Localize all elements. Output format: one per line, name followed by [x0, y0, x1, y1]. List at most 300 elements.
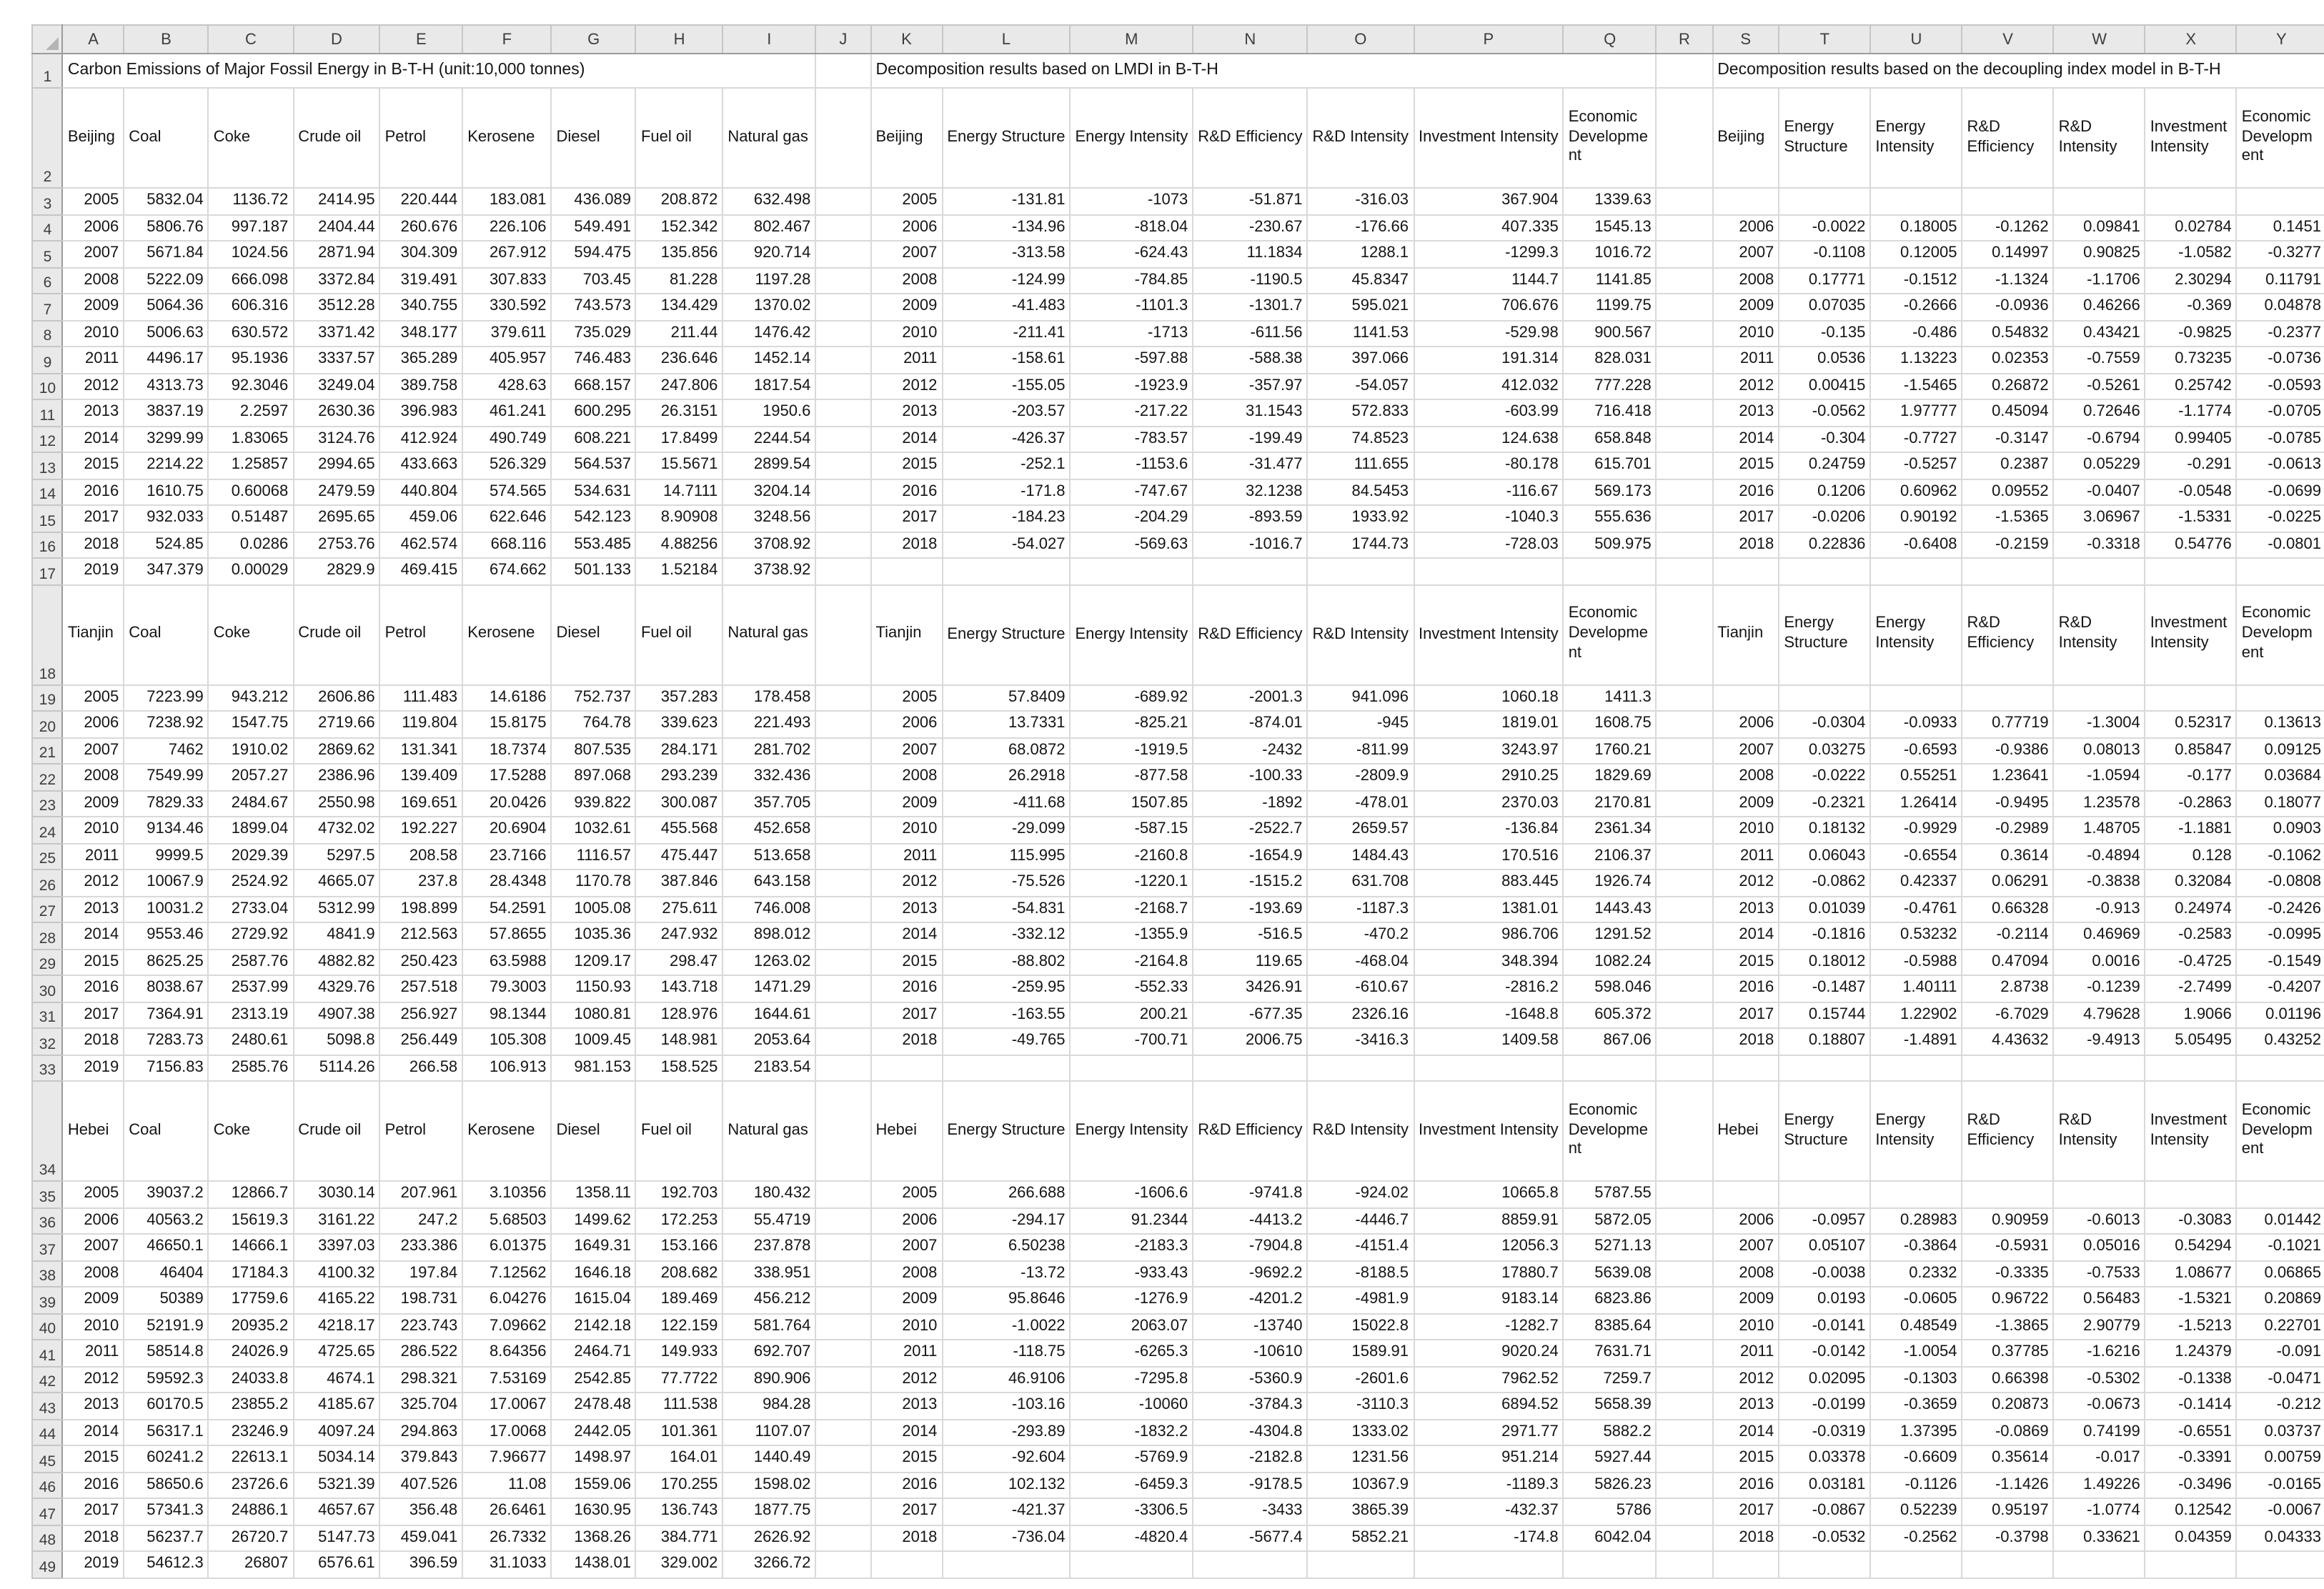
cell-B23[interactable]: 7829.33 [124, 790, 208, 817]
cell-M37[interactable]: -2183.3 [1070, 1234, 1193, 1260]
cell-Q9[interactable]: 828.031 [1564, 347, 1657, 373]
cell-T21[interactable]: 0.03275 [1779, 737, 1870, 764]
col-header-Q[interactable]: Q [1564, 25, 1657, 54]
cell-U3[interactable] [1870, 188, 1962, 214]
cell-R19[interactable] [1657, 684, 1712, 711]
cell-F21[interactable]: 18.7374 [462, 737, 551, 764]
cell-T39[interactable]: 0.0193 [1779, 1287, 1870, 1313]
cell-D4[interactable]: 2404.44 [293, 214, 379, 241]
cell-T16[interactable]: 0.22836 [1779, 532, 1870, 558]
cell-F24[interactable]: 20.6904 [462, 817, 551, 843]
row-header-25[interactable]: 25 [32, 843, 63, 870]
cell-M7[interactable]: -1101.3 [1070, 294, 1193, 320]
cell-X44[interactable]: -0.6551 [2145, 1419, 2237, 1445]
cell-Q23[interactable]: 2170.81 [1564, 790, 1657, 817]
cell-H26[interactable]: 387.846 [636, 870, 722, 896]
cell-G43[interactable]: 2478.48 [551, 1393, 635, 1419]
cell-Y35[interactable] [2237, 1181, 2324, 1207]
cell-S38[interactable]: 2008 [1712, 1260, 1779, 1287]
cell-H12[interactable]: 17.8499 [636, 426, 722, 452]
cell-Q19[interactable]: 1411.3 [1564, 684, 1657, 711]
cell-W40[interactable]: 2.90779 [2054, 1313, 2145, 1340]
cell-E12[interactable]: 412.924 [380, 426, 463, 452]
cell-C13[interactable]: 1.25857 [209, 452, 293, 479]
cell-O42[interactable]: -2601.6 [1308, 1366, 1414, 1393]
cell-Q5[interactable]: 1016.72 [1564, 241, 1657, 267]
cell-K41[interactable]: 2011 [870, 1340, 942, 1366]
cell-P45[interactable]: 951.214 [1414, 1445, 1564, 1472]
cell-K22[interactable]: 2008 [870, 764, 942, 790]
cell-O23[interactable]: -478.01 [1308, 790, 1414, 817]
cell-O45[interactable]: 1231.56 [1308, 1445, 1414, 1472]
cell-D9[interactable]: 3337.57 [293, 347, 379, 373]
cell-Q16[interactable]: 509.975 [1564, 532, 1657, 558]
row-header-28[interactable]: 28 [32, 922, 63, 949]
cell-A25[interactable]: 2011 [63, 843, 124, 870]
cell-G37[interactable]: 1649.31 [551, 1234, 635, 1260]
cell-A2[interactable]: Beijing [63, 88, 124, 188]
cell-K5[interactable]: 2007 [870, 241, 942, 267]
cell-I46[interactable]: 1598.02 [722, 1472, 815, 1498]
cell-V16[interactable]: -0.2159 [1962, 532, 2054, 558]
cell-I6[interactable]: 1197.28 [722, 267, 815, 294]
cell-C40[interactable]: 20935.2 [209, 1313, 293, 1340]
cell-O18[interactable]: R&D Intensity [1308, 584, 1414, 684]
cell-A38[interactable]: 2008 [63, 1260, 124, 1287]
cell-T44[interactable]: -0.0319 [1779, 1419, 1870, 1445]
cell-A40[interactable]: 2010 [63, 1313, 124, 1340]
cell-H37[interactable]: 153.166 [636, 1234, 722, 1260]
cell-G19[interactable]: 752.737 [551, 684, 635, 711]
cell-N41[interactable]: -10610 [1193, 1340, 1307, 1366]
cell-X34[interactable]: Investment Intensity [2145, 1081, 2237, 1181]
cell-Q6[interactable]: 1141.85 [1564, 267, 1657, 294]
cell-E49[interactable]: 396.59 [380, 1551, 463, 1578]
cell-B45[interactable]: 60241.2 [124, 1445, 208, 1472]
cell-G4[interactable]: 549.491 [551, 214, 635, 241]
cell-G2[interactable]: Diesel [551, 88, 635, 188]
cell-C3[interactable]: 1136.72 [209, 188, 293, 214]
row-header-20[interactable]: 20 [32, 711, 63, 737]
cell-S43[interactable]: 2013 [1712, 1393, 1779, 1419]
cell-A23[interactable]: 2009 [63, 790, 124, 817]
cell-W47[interactable]: -1.0774 [2054, 1498, 2145, 1525]
cell-P49[interactable] [1414, 1551, 1564, 1578]
cell-Y39[interactable]: 0.20869 [2237, 1287, 2324, 1313]
cell-P16[interactable]: -728.03 [1414, 532, 1564, 558]
cell-T24[interactable]: 0.18132 [1779, 817, 1870, 843]
cell-G49[interactable]: 1438.01 [551, 1551, 635, 1578]
cell-M40[interactable]: 2063.07 [1070, 1313, 1193, 1340]
cell-U22[interactable]: 0.55251 [1870, 764, 1962, 790]
cell-W33[interactable] [2054, 1055, 2145, 1081]
cell-B28[interactable]: 9553.46 [124, 922, 208, 949]
cell-W34[interactable]: R&D Intensity [2054, 1081, 2145, 1181]
row-header-4[interactable]: 4 [32, 214, 63, 241]
cell-O29[interactable]: -468.04 [1308, 949, 1414, 975]
cell-H21[interactable]: 284.171 [636, 737, 722, 764]
cell-G31[interactable]: 1080.81 [551, 1002, 635, 1028]
cell-J35[interactable] [815, 1181, 870, 1207]
cell-X43[interactable]: -0.1414 [2145, 1393, 2237, 1419]
cell-I25[interactable]: 513.658 [722, 843, 815, 870]
cell-P33[interactable] [1414, 1055, 1564, 1081]
cell-R34[interactable] [1657, 1081, 1712, 1181]
cell-A16[interactable]: 2018 [63, 532, 124, 558]
cell-U17[interactable] [1870, 558, 1962, 584]
cell-G25[interactable]: 1116.57 [551, 843, 635, 870]
cell-Y49[interactable] [2237, 1551, 2324, 1578]
cell-C4[interactable]: 997.187 [209, 214, 293, 241]
row-header-37[interactable]: 37 [32, 1234, 63, 1260]
cell-T32[interactable]: 0.18807 [1779, 1028, 1870, 1055]
cell-D28[interactable]: 4841.9 [293, 922, 379, 949]
cell-S42[interactable]: 2012 [1712, 1366, 1779, 1393]
cell-K17[interactable] [870, 558, 942, 584]
cell-S33[interactable] [1712, 1055, 1779, 1081]
cell-V9[interactable]: 0.02353 [1962, 347, 2054, 373]
cell-Y21[interactable]: 0.09125 [2237, 737, 2324, 764]
cell-H3[interactable]: 208.872 [636, 188, 722, 214]
cell-S40[interactable]: 2010 [1712, 1313, 1779, 1340]
cell-W44[interactable]: 0.74199 [2054, 1419, 2145, 1445]
cell-Q25[interactable]: 2106.37 [1564, 843, 1657, 870]
cell-G17[interactable]: 501.133 [551, 558, 635, 584]
cell-Y38[interactable]: 0.06865 [2237, 1260, 2324, 1287]
cell-J40[interactable] [815, 1313, 870, 1340]
cell-V33[interactable] [1962, 1055, 2054, 1081]
cell-F2[interactable]: Kerosene [462, 88, 551, 188]
cell-E17[interactable]: 469.415 [380, 558, 463, 584]
cell-I35[interactable]: 180.432 [722, 1181, 815, 1207]
cell-A17[interactable]: 2019 [63, 558, 124, 584]
cell-N8[interactable]: -611.56 [1193, 320, 1307, 347]
cell-Q35[interactable]: 5787.55 [1564, 1181, 1657, 1207]
cell-O3[interactable]: -316.03 [1308, 188, 1414, 214]
cell-J32[interactable] [815, 1028, 870, 1055]
cell-V36[interactable]: 0.90959 [1962, 1207, 2054, 1234]
cell-Q3[interactable]: 1339.63 [1564, 188, 1657, 214]
cell-Q26[interactable]: 1926.74 [1564, 870, 1657, 896]
cell-T7[interactable]: 0.07035 [1779, 294, 1870, 320]
cell-F33[interactable]: 106.913 [462, 1055, 551, 1081]
cell-T26[interactable]: -0.0862 [1779, 870, 1870, 896]
row-header-29[interactable]: 29 [32, 949, 63, 975]
cell-T33[interactable] [1779, 1055, 1870, 1081]
cell-K20[interactable]: 2006 [870, 711, 942, 737]
section-title-decoupling[interactable]: Decomposition results based on the decoupling index model in B-T-H [1712, 54, 2324, 88]
cell-M4[interactable]: -818.04 [1070, 214, 1193, 241]
cell-O13[interactable]: 111.655 [1308, 452, 1414, 479]
cell-T23[interactable]: -0.2321 [1779, 790, 1870, 817]
row-header-44[interactable]: 44 [32, 1419, 63, 1445]
cell-U28[interactable]: 0.53232 [1870, 922, 1962, 949]
cell-K25[interactable]: 2011 [870, 843, 942, 870]
cell-H4[interactable]: 152.342 [636, 214, 722, 241]
cell-A6[interactable]: 2008 [63, 267, 124, 294]
cell-G16[interactable]: 553.485 [551, 532, 635, 558]
cell-B35[interactable]: 39037.2 [124, 1181, 208, 1207]
col-header-G[interactable]: G [551, 25, 635, 54]
cell-H15[interactable]: 8.90908 [636, 505, 722, 532]
cell-A45[interactable]: 2015 [63, 1445, 124, 1472]
cell-E44[interactable]: 294.863 [380, 1419, 463, 1445]
cell-V4[interactable]: -0.1262 [1962, 214, 2054, 241]
row-header-16[interactable]: 16 [32, 532, 63, 558]
cell-W25[interactable]: -0.4894 [2054, 843, 2145, 870]
cell-H24[interactable]: 455.568 [636, 817, 722, 843]
cell-U41[interactable]: -1.0054 [1870, 1340, 1962, 1366]
cell-N36[interactable]: -4413.2 [1193, 1207, 1307, 1234]
cell-D24[interactable]: 4732.02 [293, 817, 379, 843]
cell-Y45[interactable]: 0.00759 [2237, 1445, 2324, 1472]
cell-Y17[interactable] [2237, 558, 2324, 584]
cell-W28[interactable]: 0.46969 [2054, 922, 2145, 949]
cell-S16[interactable]: 2018 [1712, 532, 1779, 558]
cell-T8[interactable]: -0.135 [1779, 320, 1870, 347]
cell-S37[interactable]: 2007 [1712, 1234, 1779, 1260]
cell-C49[interactable]: 26807 [209, 1551, 293, 1578]
row-header-10[interactable]: 10 [32, 373, 63, 399]
cell-D6[interactable]: 3372.84 [293, 267, 379, 294]
cell-V31[interactable]: -6.7029 [1962, 1002, 2054, 1028]
cell-A26[interactable]: 2012 [63, 870, 124, 896]
cell-W23[interactable]: 1.23578 [2054, 790, 2145, 817]
cell-P9[interactable]: 191.314 [1414, 347, 1564, 373]
cell-K39[interactable]: 2009 [870, 1287, 942, 1313]
cell-T31[interactable]: 0.15744 [1779, 1002, 1870, 1028]
cell-E43[interactable]: 325.704 [380, 1393, 463, 1419]
cell-V26[interactable]: 0.06291 [1962, 870, 2054, 896]
cell-C8[interactable]: 630.572 [209, 320, 293, 347]
cell-U29[interactable]: -0.5988 [1870, 949, 1962, 975]
cell-S21[interactable]: 2007 [1712, 737, 1779, 764]
cell-Y7[interactable]: 0.04878 [2237, 294, 2324, 320]
cell-X45[interactable]: -0.3391 [2145, 1445, 2237, 1472]
cell-X10[interactable]: 0.25742 [2145, 373, 2237, 399]
cell-J33[interactable] [815, 1055, 870, 1081]
cell-E48[interactable]: 459.041 [380, 1525, 463, 1551]
cell-Y20[interactable]: 0.13613 [2237, 711, 2324, 737]
cell-G41[interactable]: 2464.71 [551, 1340, 635, 1366]
cell-K24[interactable]: 2010 [870, 817, 942, 843]
cell-F17[interactable]: 674.662 [462, 558, 551, 584]
cell-I16[interactable]: 3708.92 [722, 532, 815, 558]
cell-M30[interactable]: -552.33 [1070, 975, 1193, 1002]
cell-H13[interactable]: 15.5671 [636, 452, 722, 479]
cell-W32[interactable]: -9.4913 [2054, 1028, 2145, 1055]
cell-C23[interactable]: 2484.67 [209, 790, 293, 817]
cell-I29[interactable]: 1263.02 [722, 949, 815, 975]
cell-U9[interactable]: 1.13223 [1870, 347, 1962, 373]
cell-C34[interactable]: Coke [209, 1081, 293, 1181]
cell-F7[interactable]: 330.592 [462, 294, 551, 320]
cell-Y9[interactable]: -0.0736 [2237, 347, 2324, 373]
cell-E21[interactable]: 131.341 [380, 737, 463, 764]
cell-Y44[interactable]: 0.03737 [2237, 1419, 2324, 1445]
cell-C22[interactable]: 2057.27 [209, 764, 293, 790]
cell-Y5[interactable]: -0.3277 [2237, 241, 2324, 267]
cell-U25[interactable]: -0.6554 [1870, 843, 1962, 870]
cell-V32[interactable]: 4.43632 [1962, 1028, 2054, 1055]
cell-B34[interactable]: Coal [124, 1081, 208, 1181]
cell-K29[interactable]: 2015 [870, 949, 942, 975]
cell-K2[interactable]: Beijing [870, 88, 942, 188]
cell-X4[interactable]: 0.02784 [2145, 214, 2237, 241]
cell-D13[interactable]: 2994.65 [293, 452, 379, 479]
cell-O43[interactable]: -3110.3 [1308, 1393, 1414, 1419]
cell-O36[interactable]: -4446.7 [1308, 1207, 1414, 1234]
cell-K42[interactable]: 2012 [870, 1366, 942, 1393]
cell-F37[interactable]: 6.01375 [462, 1234, 551, 1260]
cell-E22[interactable]: 139.409 [380, 764, 463, 790]
cell-V49[interactable] [1962, 1551, 2054, 1578]
cell-C39[interactable]: 17759.6 [209, 1287, 293, 1313]
cell-T30[interactable]: -0.1487 [1779, 975, 1870, 1002]
cell-S6[interactable]: 2008 [1712, 267, 1779, 294]
cell-W36[interactable]: -0.6013 [2054, 1207, 2145, 1234]
cell-X26[interactable]: 0.32084 [2145, 870, 2237, 896]
cell-I33[interactable]: 2183.54 [722, 1055, 815, 1081]
cell-O35[interactable]: -924.02 [1308, 1181, 1414, 1207]
cell-D10[interactable]: 3249.04 [293, 373, 379, 399]
cell-P7[interactable]: 706.676 [1414, 294, 1564, 320]
cell-L30[interactable]: -259.95 [942, 975, 1070, 1002]
cell-R27[interactable] [1657, 896, 1712, 922]
cell-H2[interactable]: Fuel oil [636, 88, 722, 188]
cell-L5[interactable]: -313.58 [942, 241, 1070, 267]
cell-W20[interactable]: -1.3004 [2054, 711, 2145, 737]
row-header-22[interactable]: 22 [32, 764, 63, 790]
cell-H7[interactable]: 134.429 [636, 294, 722, 320]
cell-R10[interactable] [1657, 373, 1712, 399]
cell-X39[interactable]: -1.5321 [2145, 1287, 2237, 1313]
cell-O33[interactable] [1308, 1055, 1414, 1081]
cell-Y19[interactable] [2237, 684, 2324, 711]
cell-P19[interactable]: 1060.18 [1414, 684, 1564, 711]
cell-G45[interactable]: 1498.97 [551, 1445, 635, 1472]
col-header-A[interactable]: A [63, 25, 124, 54]
cell-N35[interactable]: -9741.8 [1193, 1181, 1307, 1207]
row-header-9[interactable]: 9 [32, 347, 63, 373]
cell-Y47[interactable]: -0.0067 [2237, 1498, 2324, 1525]
cell-P2[interactable]: Investment Intensity [1414, 88, 1564, 188]
cell-T4[interactable]: -0.0022 [1779, 214, 1870, 241]
col-header-Y[interactable]: Y [2237, 25, 2324, 54]
cell-I27[interactable]: 746.008 [722, 896, 815, 922]
cell-J4[interactable] [815, 214, 870, 241]
cell-W5[interactable]: 0.90825 [2054, 241, 2145, 267]
cell-Y6[interactable]: 0.11791 [2237, 267, 2324, 294]
cell-S25[interactable]: 2011 [1712, 843, 1779, 870]
cell-B20[interactable]: 7238.92 [124, 711, 208, 737]
cell-D3[interactable]: 2414.95 [293, 188, 379, 214]
cell-P34[interactable]: Investment Intensity [1414, 1081, 1564, 1181]
cell-H34[interactable]: Fuel oil [636, 1081, 722, 1181]
cell-G5[interactable]: 594.475 [551, 241, 635, 267]
cell-V19[interactable] [1962, 684, 2054, 711]
cell-J5[interactable] [815, 241, 870, 267]
cell-M24[interactable]: -587.15 [1070, 817, 1193, 843]
cell-J48[interactable] [815, 1525, 870, 1551]
row-header-2[interactable]: 2 [32, 88, 63, 188]
cell-E7[interactable]: 340.755 [380, 294, 463, 320]
cell-F25[interactable]: 23.7166 [462, 843, 551, 870]
cell-K13[interactable]: 2015 [870, 452, 942, 479]
cell-R5[interactable] [1657, 241, 1712, 267]
cell-E10[interactable]: 389.758 [380, 373, 463, 399]
cell-W27[interactable]: -0.913 [2054, 896, 2145, 922]
cell-M34[interactable]: Energy Intensity [1070, 1081, 1193, 1181]
cell-S2[interactable]: Beijing [1712, 88, 1779, 188]
cell-V28[interactable]: -0.2114 [1962, 922, 2054, 949]
cell-Q13[interactable]: 615.701 [1564, 452, 1657, 479]
cell-T13[interactable]: 0.24759 [1779, 452, 1870, 479]
cell-G26[interactable]: 1170.78 [551, 870, 635, 896]
cell-P28[interactable]: 986.706 [1414, 922, 1564, 949]
cell-B36[interactable]: 40563.2 [124, 1207, 208, 1234]
cell-X48[interactable]: 0.04359 [2145, 1525, 2237, 1551]
cell-O49[interactable] [1308, 1551, 1414, 1578]
cell-B17[interactable]: 347.379 [124, 558, 208, 584]
cell-O41[interactable]: 1589.91 [1308, 1340, 1414, 1366]
cell-F14[interactable]: 574.565 [462, 479, 551, 505]
cell-S7[interactable]: 2009 [1712, 294, 1779, 320]
cell-N11[interactable]: 31.1543 [1193, 399, 1307, 426]
cell-K36[interactable]: 2006 [870, 1207, 942, 1234]
cell-R44[interactable] [1657, 1419, 1712, 1445]
cell-L9[interactable]: -158.61 [942, 347, 1070, 373]
cell-S8[interactable]: 2010 [1712, 320, 1779, 347]
cell-X28[interactable]: -0.2583 [2145, 922, 2237, 949]
cell-B29[interactable]: 8625.25 [124, 949, 208, 975]
row-header-18[interactable]: 18 [32, 584, 63, 684]
cell-R22[interactable] [1657, 764, 1712, 790]
cell-X16[interactable]: 0.54776 [2145, 532, 2237, 558]
cell-Q44[interactable]: 5882.2 [1564, 1419, 1657, 1445]
cell-A31[interactable]: 2017 [63, 1002, 124, 1028]
cell-N21[interactable]: -2432 [1193, 737, 1307, 764]
cell-J9[interactable] [815, 347, 870, 373]
cell-V21[interactable]: -0.9386 [1962, 737, 2054, 764]
cell-G22[interactable]: 897.068 [551, 764, 635, 790]
cell-H19[interactable]: 357.283 [636, 684, 722, 711]
cell-F3[interactable]: 183.081 [462, 188, 551, 214]
cell-K14[interactable]: 2016 [870, 479, 942, 505]
cell-U49[interactable] [1870, 1551, 1962, 1578]
cell-B13[interactable]: 2214.22 [124, 452, 208, 479]
cell-C5[interactable]: 1024.56 [209, 241, 293, 267]
cell-T20[interactable]: -0.0304 [1779, 711, 1870, 737]
cell-P11[interactable]: -603.99 [1414, 399, 1564, 426]
cell-G40[interactable]: 2142.18 [551, 1313, 635, 1340]
cell-D22[interactable]: 2386.96 [293, 764, 379, 790]
cell-L15[interactable]: -184.23 [942, 505, 1070, 532]
cell-A33[interactable]: 2019 [63, 1055, 124, 1081]
cell-G44[interactable]: 2442.05 [551, 1419, 635, 1445]
cell-B3[interactable]: 5832.04 [124, 188, 208, 214]
cell-R47[interactable] [1657, 1498, 1712, 1525]
cell-B26[interactable]: 10067.9 [124, 870, 208, 896]
cell-B42[interactable]: 59592.3 [124, 1366, 208, 1393]
cell-D45[interactable]: 5034.14 [293, 1445, 379, 1472]
cell-E18[interactable]: Petrol [380, 584, 463, 684]
cell-F11[interactable]: 461.241 [462, 399, 551, 426]
cell-U20[interactable]: -0.0933 [1870, 711, 1962, 737]
row-header-8[interactable]: 8 [32, 320, 63, 347]
cell-N20[interactable]: -874.01 [1193, 711, 1307, 737]
cell-W3[interactable] [2054, 188, 2145, 214]
